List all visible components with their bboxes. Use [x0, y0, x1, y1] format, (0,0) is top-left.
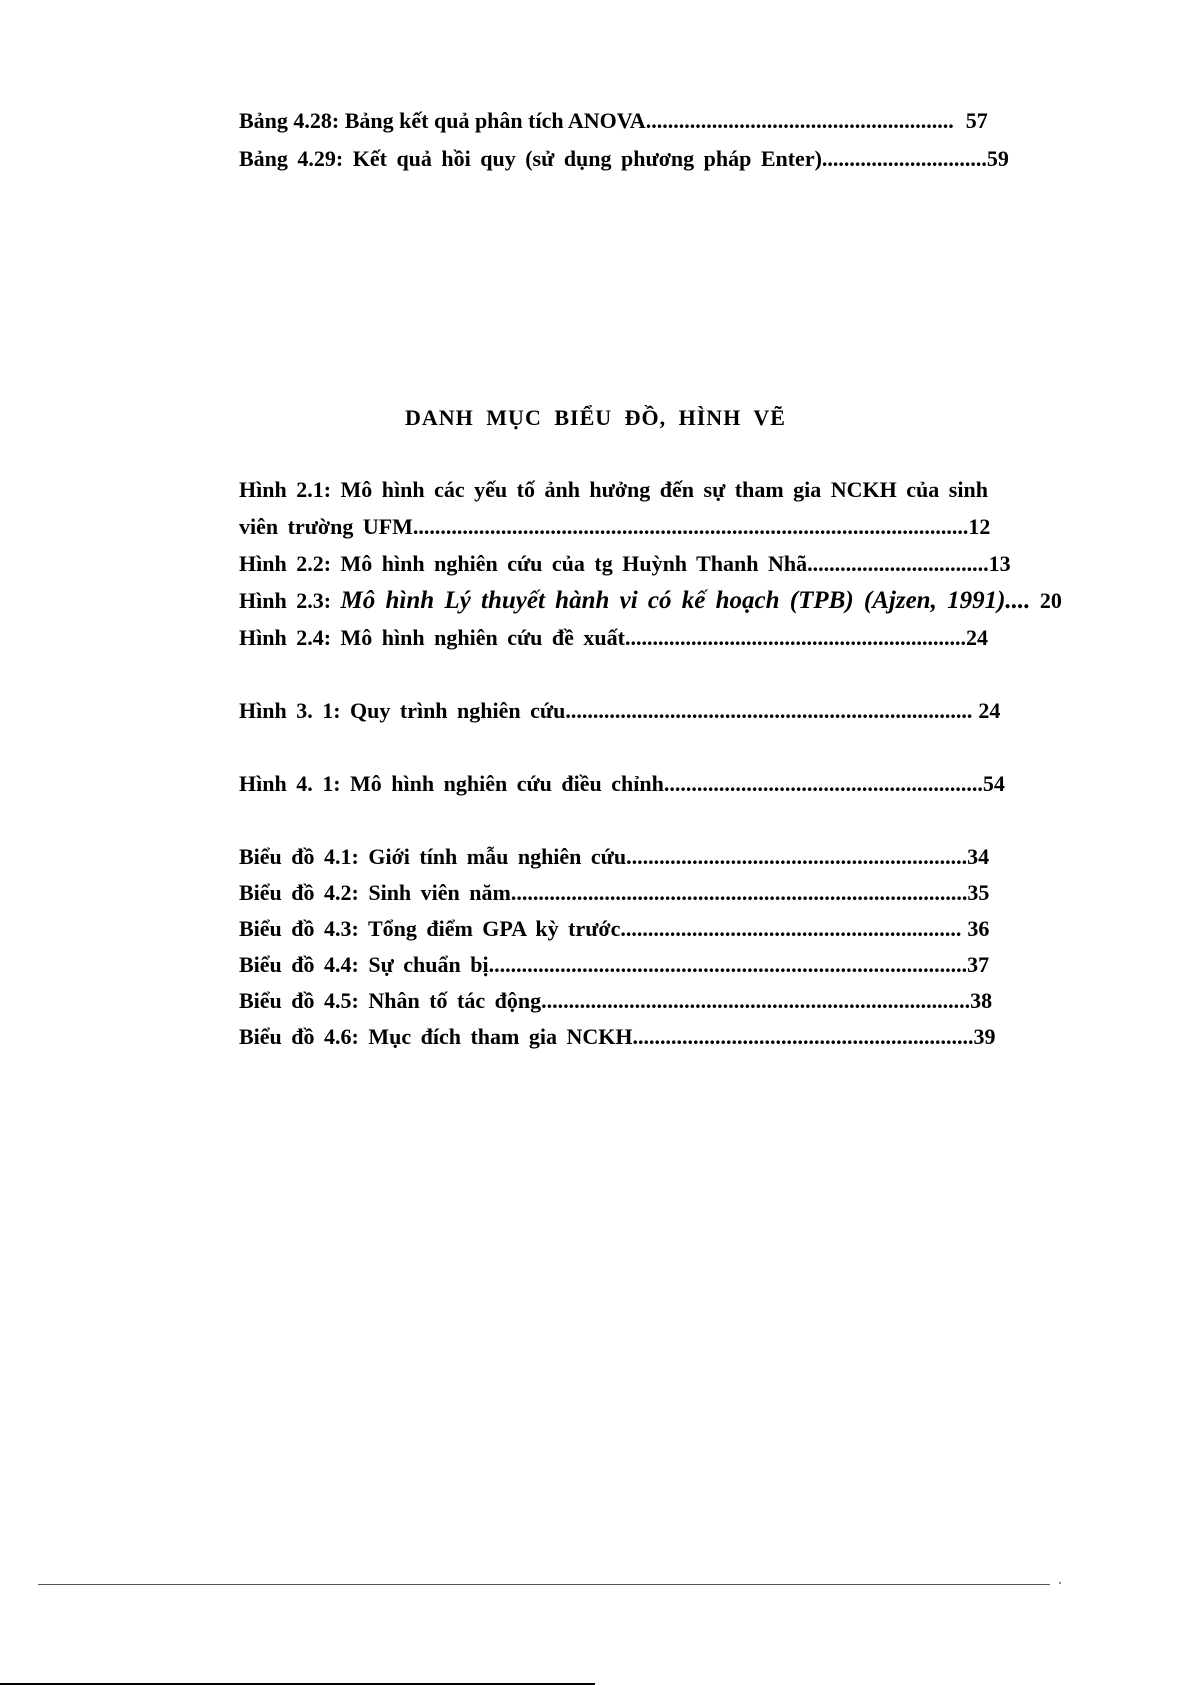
toc-entry-label: Biểu đồ 4.6: Mục đích tham gia NCKH.............................................................. [239, 1024, 974, 1049]
toc-entry-page: 24 [978, 698, 1001, 723]
toc-entry-chart-4-3 [239, 916, 989, 942]
toc-entry-label: Biểu đồ 4.5: Nhân tố tác động.............................................................................. [239, 988, 971, 1013]
toc-entry-page: 20 [1039, 588, 1062, 613]
toc-entry-page: 38 [970, 988, 993, 1013]
toc-entry-label: viên trường UFM..................................................................................................... [239, 514, 969, 539]
toc-entry-figure-2-1-line2 [239, 514, 990, 540]
toc-entry-page: 35 [967, 880, 990, 905]
toc-entry-chart-4-5 [239, 988, 992, 1014]
toc-entry-italic-title: Mô hình Lý thuyết hành vi có kế hoạch (TPB) (Ajzen, 1991).... [340, 587, 1031, 614]
toc-entry-table-4-29 [239, 146, 1009, 172]
toc-entry-label: Biểu đồ 4.4: Sự chuẩn bị....................................................................................... [239, 952, 968, 977]
toc-entry-chart-4-2 [239, 880, 989, 906]
toc-entry-label: Biểu đồ 4.2: Sinh viên năm................................................................................... [239, 880, 968, 905]
toc-entry-label: Hình 4. 1: Mô hình nghiên cứu điều chỉnh.......................................................... [239, 771, 983, 796]
toc-entry-label: Bảng 4.29: Kết quả hồi quy (sử dụng phương pháp Enter).............................. [239, 146, 987, 171]
footer-divider [38, 1584, 1050, 1585]
toc-entry-page: 57 [965, 108, 988, 133]
toc-entry-figure-2-3 [239, 588, 1062, 614]
section-title: DANH MỤC BIỂU ĐỒ, HÌNH VẼ [405, 405, 786, 430]
toc-entry-chart-4-6 [239, 1024, 995, 1050]
toc-entry-figure-2-1-line1: Hình 2.1: Mô hình các yếu tố ảnh hưởng đến sự tham gia NCKH của sinh [239, 477, 988, 502]
toc-entry-page: 24 [965, 625, 988, 650]
toc-entry-page: 13 [988, 551, 1011, 576]
toc-entry-label: Hình 2.3: [239, 588, 332, 613]
toc-entry-page: 34 [967, 844, 990, 869]
toc-entry-page: 59 [986, 146, 1009, 171]
toc-entry-label: Bảng 4.28: Bảng kết quả phân tích ANOVA........................................................ [239, 108, 954, 133]
toc-entry-page: 12 [968, 514, 991, 539]
toc-entry-label: Hình 2.2: Mô hình nghiên cứu của tg Huỳnh Thanh Nhã................................. [239, 551, 989, 576]
toc-entry-figure-2-4 [239, 625, 988, 651]
toc-entry-page: 36 [967, 916, 990, 941]
footer-divider-dot [1059, 1582, 1061, 1584]
toc-entry-label: Hình 2.4: Mô hình nghiên cứu đề xuất.............................................................. [239, 625, 966, 650]
toc-entry-chart-4-4 [239, 952, 989, 978]
toc-entry-page: 39 [973, 1024, 996, 1049]
toc-entry-figure-3-1 [239, 698, 1000, 724]
toc-entry-label: Biểu đồ 4.3: Tổng điểm GPA kỳ trước.............................................................. [239, 916, 962, 941]
toc-entry-page: 54 [982, 771, 1005, 796]
toc-entry-label: Hình 3. 1: Quy trình nghiên cứu.......................................................................... [239, 698, 973, 723]
toc-entry-table-4-28 [239, 108, 988, 134]
toc-entry-label: Biểu đồ 4.1: Giới tính mẫu nghiên cứu.............................................................. [239, 844, 968, 869]
toc-entry-page: 37 [967, 952, 990, 977]
toc-entry-figure-2-2 [239, 551, 1011, 577]
toc-entry-chart-4-1 [239, 844, 989, 870]
toc-entry-figure-4-1 [239, 771, 1005, 797]
